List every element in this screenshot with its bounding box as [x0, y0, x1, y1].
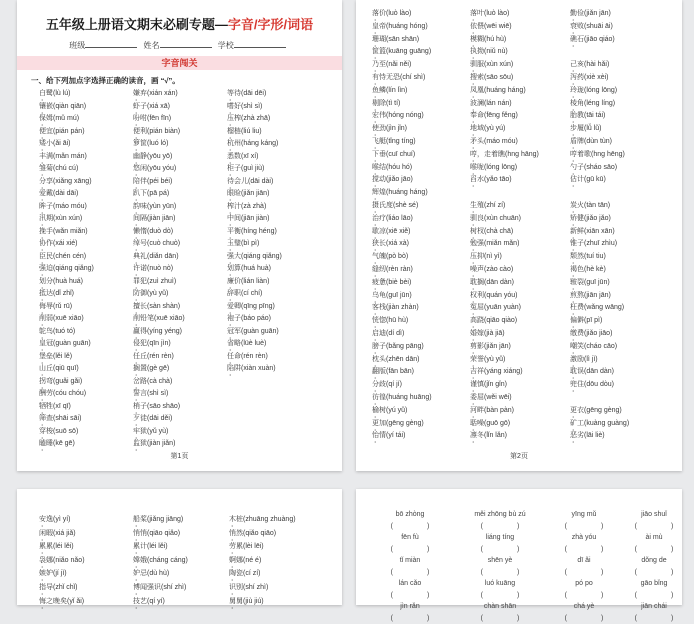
pinyin-label: dī ǎi [544, 555, 624, 567]
word-entry: 荣誉(yù yǔ) [470, 354, 580, 367]
word-entry: 落价(luò lào) [372, 8, 482, 21]
answer-parentheses[interactable]: ( ) [452, 590, 548, 602]
word-entry: 矫健(jiǎo jǎo) [570, 213, 680, 226]
word-entry: 典礼(diǎn dān) [133, 251, 243, 264]
word-entry: 高跷(qiāo qiào) [470, 315, 580, 328]
word-entry: 许诺(nuò nò) [133, 263, 243, 276]
word-entry: 兜住(dōu dòu) [570, 379, 680, 392]
pinyin-label: chàn shān [452, 601, 548, 613]
answer-parentheses[interactable]: ( ) [614, 521, 694, 533]
word-entry: 技艺(qí yí) [133, 595, 243, 609]
word-entry: 妒忌(dù hù) [133, 567, 243, 581]
word-entry: 牺牲(xī qī) [39, 401, 149, 414]
page-number: 第2页 [356, 451, 682, 461]
pinyin-label: shēn yè [452, 555, 548, 567]
word-entry: 平衡(híng héng) [227, 226, 337, 239]
word-entry: 衰败(shuāi āi) [570, 21, 680, 34]
word-entry: 皇帝(huáng hóng) [372, 21, 482, 34]
word-entry: 柜子(guì jiù) [227, 163, 337, 176]
word-entry: 压抑(nì yì) [470, 251, 580, 264]
word-entry: 劳累(lèi lēi) [229, 540, 339, 554]
word-entry: 划算(huá huà) [227, 263, 337, 276]
word-entry: 辉煌(huáng háng) [372, 187, 482, 200]
answer-parentheses[interactable]: ( ) [370, 590, 450, 602]
pinyin-label: dǒng de [614, 555, 694, 567]
word-entry: 摄氏度(shè sé) [372, 200, 482, 213]
word-entry: 鱼鳞(lín lìn) [372, 85, 482, 98]
word-entry: 吩咐(fēn fīn) [133, 113, 243, 126]
word-entry: 凤凰(huáng háng) [470, 85, 580, 98]
word-entry: 中间(jiān jiàn) [227, 213, 337, 226]
pinyin-label: jiāo shuǐ [614, 509, 694, 521]
word-entry: 懒惰(duò dò) [133, 226, 243, 239]
word-entry: 镶嵌(qiàn qiān) [39, 101, 149, 114]
pinyin-column [370, 509, 450, 624]
word-entry: 耽搁(dān dàn) [470, 277, 580, 290]
page-title [17, 14, 342, 33]
word-entry: 梢子(sāo shāo) [133, 401, 243, 414]
word-entry: 幽静(yōu yō) [133, 151, 243, 164]
page-number: 第1页 [17, 451, 342, 461]
word-entry: 监狱(jiàn jiǎn) [133, 438, 243, 451]
word-entry: 鸵鸟(tuó tó) [39, 326, 149, 339]
word-entry: 划分(huà huá) [39, 276, 149, 289]
word-entry: 杭州(háng káng) [227, 138, 337, 151]
pinyin-label: jiān chái [614, 601, 694, 613]
word-entry: 冤屈(yuān yuàn) [470, 302, 580, 315]
word-entry: 激励(lì jì) [570, 354, 680, 367]
answer-parentheses[interactable]: ( ) [370, 544, 450, 556]
word-entry: 木桩(zhuāng zhuàng) [229, 513, 339, 527]
answer-parentheses[interactable]: ( ) [452, 613, 548, 624]
word-entry: 礁石(jiāo qiáo) [570, 34, 680, 47]
word-entry: 估计(gū kū) [570, 174, 680, 187]
word-entry: 分歧(qí jí) [372, 379, 482, 392]
word-entry: 保姆(mǔ mú) [39, 113, 149, 126]
word-entry: 压榨(zhà zhā) [227, 113, 337, 126]
class-label: 班级 [69, 41, 85, 50]
word-entry: 抵达(dǐ zhǐ) [39, 288, 149, 301]
word-entry: 泻药(xiè xèi) [570, 72, 680, 85]
word-entry: 树杈(chà chā) [470, 226, 580, 239]
word-entry: 擅长(sàn shàn) [133, 301, 243, 314]
word-entry: 颓然(tuí tiu) [570, 251, 680, 264]
word-entry: 启迪(dí dì) [372, 328, 482, 341]
word-entry: 执拗(niǔ nù) [470, 46, 580, 59]
word-entry: 省略(lüè luè) [227, 338, 337, 351]
word-entry: 矮小(ǎi āi) [39, 138, 149, 151]
word-entry: 侵犯(qīn jìn) [133, 338, 243, 351]
word-entry-gap [570, 392, 680, 405]
pinyin-label: lán cǎo [370, 578, 450, 590]
word-entry: 权利(quán yóu) [470, 290, 580, 303]
word-entry: 棱角(léng líng) [570, 98, 680, 111]
word-entry: 榆树(yú yǔ) [372, 405, 482, 418]
word-entry: 陶瓷(cí zí) [229, 567, 339, 581]
word-entry: 婚嫁(jià jiā) [470, 328, 580, 341]
word-entry: 削弱(xuē xiāo) [39, 313, 149, 326]
pinyin-label: yīng mǔ [544, 509, 624, 521]
word-entry: 袍子(báo páo) [227, 313, 337, 326]
answer-parentheses[interactable]: ( ) [614, 590, 694, 602]
word-entry: 胎教(tāi tái) [570, 110, 680, 123]
word-entry: 有恃无恐(chí shì) [372, 72, 482, 85]
school-blank [234, 39, 286, 48]
word-entry: 搜索(sāo sōu) [470, 72, 580, 85]
answer-parentheses[interactable]: ( ) [614, 567, 694, 579]
word-entry: 削铅笔(xuē xiāo) [133, 313, 243, 326]
word-entry: 皲裂(guī jūn) [570, 277, 680, 290]
word-entry: 褐色(hè kè) [570, 264, 680, 277]
word-entry: 凛冬(lǐn lǎn) [470, 430, 580, 443]
word-entry: 下垂(cuī chuí) [372, 149, 482, 162]
word-entry: 喉咙(lóng lōng) [470, 162, 580, 175]
word-entry: 婀娜(né é) [229, 554, 339, 568]
word-entry: 耽误(dān dàn) [570, 366, 680, 379]
word-entry: 哼，走着瞧(hng hāng) [470, 149, 580, 162]
word-entry: 虾子(xiá xā) [133, 101, 243, 114]
word-entry: 任丘(rén rèn) [133, 351, 243, 364]
word-entry: 趴下(pā pá) [133, 188, 243, 201]
word-entry: 缝纫(rèn ràn) [372, 264, 482, 277]
word-entry: 待会儿(dāi dài) [227, 176, 337, 189]
word-entry: 嘲笑(cháo cāo) [570, 341, 680, 354]
word-entry: 协作(xái xié) [39, 238, 149, 251]
word-entry-gap [470, 187, 580, 200]
word-entry: 聒噪(guō gō) [470, 418, 580, 431]
word-entry: 嫌弃(xián xán) [133, 88, 243, 101]
word-entry: 袅娜(niǎo nǎo) [39, 554, 149, 568]
word-column [372, 8, 482, 443]
word-entry: 更加(gēng gèng) [372, 418, 482, 431]
word-entry: 喉结(hóu hó) [372, 162, 482, 175]
word-entry: 悠闲(yōu yóu) [133, 163, 243, 176]
word-entry: 地域(yù yú) [470, 123, 580, 136]
word-entry: 驯良(xùn chuān) [470, 213, 580, 226]
word-entry: 翻版(fān bān) [372, 366, 482, 379]
exercise-instruction: 一、给下列加点字选择正确的读音，画 “√”。 [31, 75, 334, 86]
word-entry: 恶劣(lāi liè) [570, 430, 680, 443]
word-entry: 搅动(jiǎo jāo) [372, 174, 482, 187]
word-entry: 枕头(zhēn dān) [372, 354, 482, 367]
word-entry: 己亥(hài hǎi) [570, 59, 680, 72]
answer-parentheses[interactable]: ( ) [452, 544, 548, 556]
word-column [570, 8, 680, 443]
word-entry: 舅舅(jiù jiú) [229, 595, 339, 609]
student-info-line [17, 39, 342, 51]
word-entry: 穿梭(suō sō) [39, 426, 149, 439]
word-entry: 使劲(jìn jǐn) [372, 123, 482, 136]
word-entry: 剪影(jiǎn jān) [470, 341, 580, 354]
word-entry: 丰满(mǎn mán) [39, 151, 149, 164]
word-entry: 韵味(yùn yūn) [133, 201, 243, 214]
word-entry-gap [570, 46, 680, 59]
worksheet-page-2[interactable] [356, 0, 682, 471]
pinyin-label: ài mù [614, 532, 694, 544]
word-entry: 歹徒(dāi děi) [133, 413, 243, 426]
word-entry: 炭火(tàn tān) [570, 200, 680, 213]
word-entry: 飞艇(tǐng tíng) [372, 136, 482, 149]
word-entry: 眸子(máo móu) [39, 201, 149, 214]
word-entry: 陷阱(xiàn xuàn) [227, 363, 337, 376]
word-entry: 彷徨(huáng huāng) [372, 392, 482, 405]
word-entry-gap [570, 187, 680, 200]
word-entry: 谨慎(jǐn gǐn) [470, 379, 580, 392]
word-entry: 枉费(wǎng wāng) [570, 302, 680, 315]
word-entry: 舀水(yǎo tāo) [470, 174, 580, 187]
worksheet-page-3[interactable] [17, 489, 342, 605]
page-title-red: 字音/字形/词语 [228, 17, 313, 32]
word-entry: 落叶(luò lào) [470, 8, 580, 21]
word-entry: 模糊(hú hù) [470, 34, 580, 47]
word-entry: 榴梿(liú liu) [227, 126, 337, 139]
word-entry: 盾牌(dùn tùn) [570, 136, 680, 149]
word-entry: 等待(dāi dēi) [227, 88, 337, 101]
word-entry: 玉璧(bì pì) [227, 238, 337, 251]
word-entry: 悔之晚矣(yǐ ǎi) [39, 595, 149, 609]
word-entry: 悄悄(qiāo qiǎo) [133, 527, 243, 541]
word-entry: 依偎(wēi wiē) [470, 21, 580, 34]
word-entry: 奉命(fēng fěng) [470, 110, 580, 123]
word-entry: 山丘(qiū quī) [39, 363, 149, 376]
pinyin-column [544, 509, 624, 624]
word-entry: 锥子(zhuī zhìu) [570, 238, 680, 251]
word-entry: 勺子(sháo sāo) [570, 162, 680, 175]
name-label: 姓名 [144, 41, 160, 50]
word-entry: 搁置(gè gē) [133, 363, 243, 376]
word-entry: 岔路(cà chà) [133, 376, 243, 389]
answer-parentheses[interactable]: ( ) [544, 613, 624, 624]
answer-parentheses[interactable]: ( ) [544, 590, 624, 602]
word-entry: 珊瑚(sān shān) [372, 34, 482, 47]
answer-parentheses[interactable]: ( ) [370, 567, 450, 579]
word-entry: 治疗(liáo lāo) [372, 213, 482, 226]
word-entry: 船桨(jiǎng jiāng) [133, 513, 243, 527]
word-entry: 臣民(chén cén) [39, 251, 149, 264]
word-entry: 玲珑(lóng lōng) [570, 85, 680, 98]
word-entry: 膀子(bǎng pāng) [372, 341, 482, 354]
word-column [133, 513, 243, 608]
word-entry: 皇冠(guàn guān) [39, 338, 149, 351]
word-entry: 眼睑(jiǎn jiān) [227, 188, 337, 201]
word-entry: 强大(qiáng qiǎng) [227, 251, 337, 264]
word-entry: 侮辱(rǔ rū) [39, 301, 149, 314]
word-column [227, 88, 337, 376]
word-entry: 哼着歌(hng hēng) [570, 149, 680, 162]
word-entry: 任命(rén rèn) [227, 351, 337, 364]
word-entry: 悉数(xī xí) [227, 151, 337, 164]
word-entry: 防御(yù yǔ) [133, 288, 243, 301]
word-entry: 瞌睡(kē gē) [39, 438, 149, 451]
word-entry: 酬劳(cóu chóu) [39, 388, 149, 401]
answer-parentheses[interactable]: ( ) [614, 544, 694, 556]
pinyin-label: měi zhōng bù zú [452, 509, 548, 521]
word-entry: 煎熬(jiān jān) [570, 290, 680, 303]
class-blank [85, 39, 137, 48]
word-entry: 歇凉(xiē xiě) [372, 226, 482, 239]
word-entry: 客栈(jiàn zhàn) [372, 302, 482, 315]
word-entry: 狭长(xiá xà) [372, 238, 482, 251]
pinyin-label: fēn fù [370, 532, 450, 544]
word-column [470, 8, 580, 443]
pinyin-label: jìn rǎn [370, 601, 450, 613]
word-entry: 博闻强识(shí zhì) [133, 581, 243, 595]
word-entry: 驯服(xùn xún) [470, 59, 580, 72]
word-entry: 便宜(pián pán) [39, 126, 149, 139]
word-entry: 嗜好(shì sì) [227, 101, 337, 114]
word-entry: 怡情(yí tái) [372, 430, 482, 443]
word-entry: 更衣(gēng gèng) [570, 405, 680, 418]
answer-parentheses[interactable]: ( ) [544, 521, 624, 533]
word-entry: 气魄(pò bò) [372, 251, 482, 264]
word-entry: 缴费(jiǎo jiāo) [570, 328, 680, 341]
word-column [229, 513, 339, 608]
pinyin-label: chá yè [544, 601, 624, 613]
pinyin-label: pó po [544, 578, 624, 590]
word-entry: 箩筐(luó ló) [133, 138, 243, 151]
word-entry: 委屈(wěi wēi) [470, 392, 580, 405]
word-entry: 嫉妒(jí jì) [39, 567, 149, 581]
page-title-black: 五年级上册语文期末必刷专题— [46, 17, 228, 32]
word-entry: 识别(shí zhì) [229, 581, 339, 595]
word-entry: 赢得(yíng yéng) [133, 326, 243, 339]
pinyin-label: luó kuāng [452, 578, 548, 590]
word-entry: 恍惚(hū hù) [372, 315, 482, 328]
pinyin-label: bō zhòng [370, 509, 450, 521]
word-entry: 指导(zhǐ chǐ) [39, 581, 149, 595]
pinyin-label: zhà yóu [544, 532, 624, 544]
answer-parentheses[interactable]: ( ) [452, 567, 548, 579]
word-entry: 吉祥(yáng xiáng) [470, 366, 580, 379]
pinyin-column [614, 509, 694, 624]
word-entry: 河畔(bàn pàn) [470, 405, 580, 418]
word-entry: 辞职(cí chí) [227, 288, 337, 301]
word-entry: 筐篮(kuāng guāng) [372, 46, 482, 59]
pinyin-label: tǐ miàn [370, 555, 450, 567]
word-entry: 拐弯(guǎi gǎi) [39, 376, 149, 389]
answer-parentheses[interactable]: ( ) [544, 544, 624, 556]
word-entry: 安逸(yì yí) [39, 513, 149, 527]
word-entry: 嫦娥(cháng cáng) [133, 554, 243, 568]
answer-parentheses[interactable]: ( ) [452, 521, 548, 533]
word-entry: 分享(xiǎng xāng) [39, 176, 149, 189]
word-entry: 乃至(nǎi něi) [372, 59, 482, 72]
section-banner: 字音闯关 [17, 56, 342, 70]
word-entry: 新鲜(xiān xān) [570, 226, 680, 239]
pinyin-label: gāo bǐng [614, 578, 694, 590]
word-entry: 雏菊(chú cú) [39, 163, 149, 176]
school-label: 学校 [218, 41, 234, 50]
word-entry: 白鹭(lù lú) [39, 88, 149, 101]
word-entry: 偏僻(pī pì) [570, 315, 680, 328]
name-blank [160, 39, 212, 48]
pinyin-column [452, 509, 548, 624]
answer-parentheses[interactable]: ( ) [370, 613, 450, 624]
word-entry: 矛头(máo móu) [470, 136, 580, 149]
word-entry: 生殖(zhí zí) [470, 200, 580, 213]
word-entry: 波澜(lán nán) [470, 98, 580, 111]
worksheet-page-1[interactable] [17, 0, 342, 471]
word-entry: 勉强(miǎn mǎn) [470, 238, 580, 251]
word-entry: 步履(lǚ lǔ) [570, 123, 680, 136]
word-entry: 噪声(zào cào) [470, 264, 580, 277]
word-entry: 罪犯(zuì zhuì) [133, 276, 243, 289]
word-entry: 矿工(kuàng guàng) [570, 418, 680, 431]
word-entry: 牢狱(yǔ yù) [133, 426, 243, 439]
word-entry: 绰号(cuò chuò) [133, 238, 243, 251]
word-entry: 剔除(tì tí) [372, 98, 482, 111]
word-entry: 筛查(shāi sāi) [39, 413, 149, 426]
pinyin-label: liáng tíng [452, 532, 548, 544]
word-entry: 汛期(xùn xún) [39, 213, 149, 226]
word-entry: 勤俭(jiǎn jān) [570, 8, 680, 21]
word-entry: 宏伟(hóng nóng) [372, 110, 482, 123]
word-entry: 强迫(qiáng qiǎng) [39, 263, 149, 276]
word-entry: 累计(léi lěi) [133, 540, 243, 554]
word-entry: 陪伴(péi béi) [133, 176, 243, 189]
answer-parentheses[interactable]: ( ) [614, 613, 694, 624]
word-entry: 爱戴(dài dāi) [39, 188, 149, 201]
word-entry: 爱卿(qīng pīng) [227, 301, 337, 314]
word-entry: 乌龟(guī jūn) [372, 290, 482, 303]
word-entry: 挽手(wǎn miǎn) [39, 226, 149, 239]
word-entry: 冠军(guàn guān) [227, 326, 337, 339]
worksheet-page-4[interactable] [356, 489, 682, 605]
word-entry: 间隔(jiàn jiān) [133, 213, 243, 226]
word-entry: 累累(léi lěi) [39, 540, 149, 554]
word-entry: 闲暇(xiá jiǎ) [39, 527, 149, 541]
word-entry: 榨汁(zà zhà) [227, 201, 337, 214]
answer-parentheses[interactable]: ( ) [544, 567, 624, 579]
word-entry: 便利(pián biàn) [133, 126, 243, 139]
word-entry: 廉价(lián liàn) [227, 276, 337, 289]
word-entry: 疲惫(biè bèi) [372, 277, 482, 290]
answer-parentheses[interactable]: ( ) [370, 521, 450, 533]
word-entry: 悄然(qiǎo qiāo) [229, 527, 339, 541]
word-entry: 誓言(shì sì) [133, 388, 243, 401]
word-entry: 堡垒(lěi lě) [39, 351, 149, 364]
